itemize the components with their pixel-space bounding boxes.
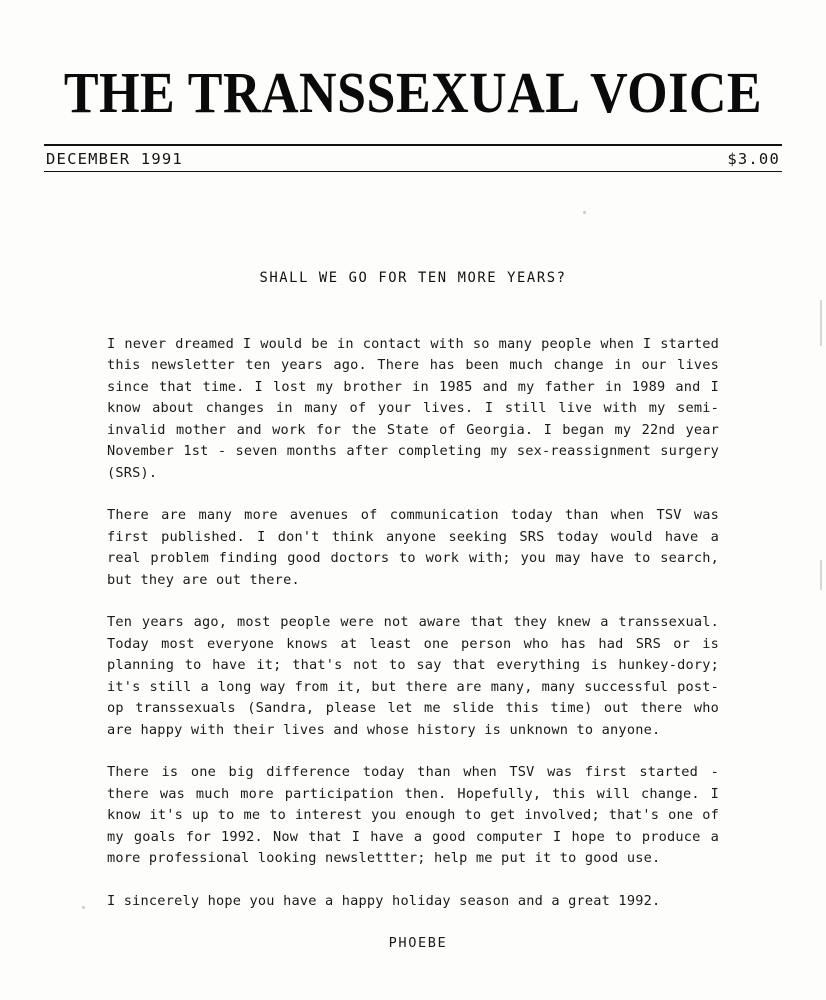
article-paragraph: Ten years ago, most people were not aware that they knew a transsexual. Today most everyone knows at least one person who has had SRS or is planning to have it; that's not to say that everything is hunkey-dory; it's still a long way from it, but there are many, many successful post-op transsexuals (Sandra, please let me slide this time) out there who are happy with their lives and whose history is unknown to anyone.: [107, 614, 719, 738]
article-paragraph: I sincerely hope you have a happy holiday season and a great 1992.: [107, 892, 661, 909]
article-paragraph: There is one big difference today than when TSV was first started - there was much more participation then. Hopefully, this will change. I know it's up to me to interest you enough to get involved; that's one of my goals for 1992. Now that I have a good computer I hope to produce a more professional looking newslettter; help me put it to good use.: [107, 764, 719, 866]
scan-speck: [583, 211, 586, 214]
article-headline: SHALL WE GO FOR TEN MORE YEARS?: [259, 270, 567, 286]
scan-speck: [82, 906, 85, 909]
article-body: [107, 172, 719, 955]
article-signature: PHOEBE: [388, 935, 448, 951]
article-paragraph: There are many more avenues of communication today than when TSV was first published. I don't think anyone seeking SRS today would have a real problem finding good doctors to work with; you may have to search, but they are out there.: [107, 507, 719, 588]
article-paragraph: I never dreamed I would be in contact with so many people when I started this newsletter ten years ago. There has been much change in our lives since that time. I lost my brother in 1985 and my father in 1989 and I know about changes in many of your lives. I still live with my semi-invalid mother and work for the State of Georgia. I began my 22nd year November 1st - seven months after completing my sex-reassignment surgery (SRS).: [107, 335, 719, 481]
page-title: THE TRANSSEXUAL VOICE: [63, 61, 763, 126]
issue-bar: [46, 150, 780, 168]
issue-date: DECEMBER 1991: [46, 150, 183, 168]
scan-edge-mark: [820, 300, 822, 346]
scan-edge-mark: [820, 560, 822, 590]
header-divider-top: [44, 144, 782, 146]
issue-price: $3.00: [727, 150, 780, 168]
